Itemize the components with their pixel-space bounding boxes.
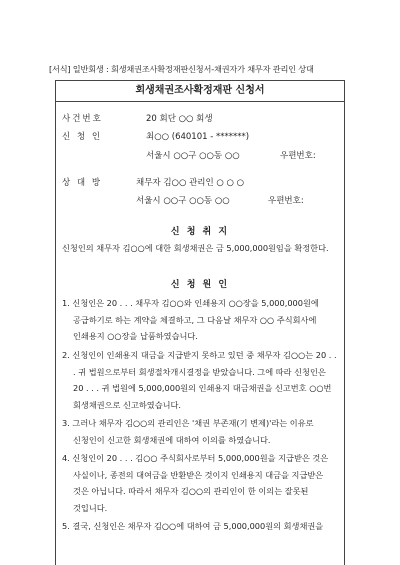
- reason-item: 1. 신청인은 20 . . . 채무자 김○○와 인쇄용지 ○○장을 5,000,000원에 공급하기로 하는 계약을 체결하고, 그 다음날 채무자 ○○ 주식회사에 인쇄용지 ○○장을 납품하였습니다.: [62, 298, 319, 342]
- document-frame: [55, 80, 345, 565]
- form-header: [서식] 일반회생 : 회생채권조사확정재판신청서-채권자가 채무자 관리인 상대: [49, 64, 314, 74]
- case-number-label: 사건번호: [62, 114, 103, 124]
- applicant-name: 최○○ (640101 - *******): [146, 132, 250, 142]
- respondent-postal-code: 우편번호:: [268, 196, 304, 206]
- reasons-heading: 신 청 원 인: [170, 280, 230, 290]
- reason-item: 2. 신청인이 인쇄용지 대금을 지급받지 못하고 있던 중 채무자 김○○는 20 . . . 귀 법원으로부터 회생절차개시결정을 받았습니다. 그에 따라 신청인은 20 . . . 귀 법원에 5,000,000원의 인쇄용지 대금채권을 신고번호 ○○번 회생채권으로 신고하였습니다.: [62, 350, 337, 410]
- respondent-address: 서울시 ○○구 ○○동 ○○: [136, 196, 230, 206]
- applicant-postal-code: 우편번호:: [280, 151, 316, 161]
- applicant-label: 신 청 인: [62, 132, 103, 142]
- purpose-text: 신청인의 채무자 김○○에 대한 회생채권은 금 5,000,000원임을 확정한다.: [62, 243, 329, 253]
- case-number-value: 20 회단 ○○ 회생: [146, 114, 213, 124]
- reason-item: 4. 신청인이 20 . . . 김○○ 주식회사로부터 5,000,000원을 지급받은 것은 사실이나, 종전의 대여금을 반환받은 것이지 인쇄용지 대금을 지급받은 것은 아닙니다. 따라서 채무자 김○○의 관리인이 한 이의는 잘못된 것입니다.: [62, 453, 329, 513]
- applicant-address: 서울시 ○○구 ○○동 ○○: [146, 151, 240, 161]
- document-title: 회생채권조사확정재판 신청서: [56, 81, 344, 102]
- reason-item: 5. 결국, 신청인은 채무자 김○○에 대하여 금 5,000,000원의 회생채권을: [62, 521, 324, 531]
- respondent-name: 채무자 김○○ 관리인 ○ ○ ○: [136, 178, 245, 188]
- reason-item: 3. 그러나 채무자 김○○의 관리인은 '채권 부존재(기 변제)'라는 이유로 신청인이 신고한 회생채권에 대하여 이의를 하였습니다.: [62, 418, 314, 445]
- respondent-label: 상 대 방: [62, 178, 103, 188]
- purpose-heading: 신 청 취 지: [170, 227, 230, 237]
